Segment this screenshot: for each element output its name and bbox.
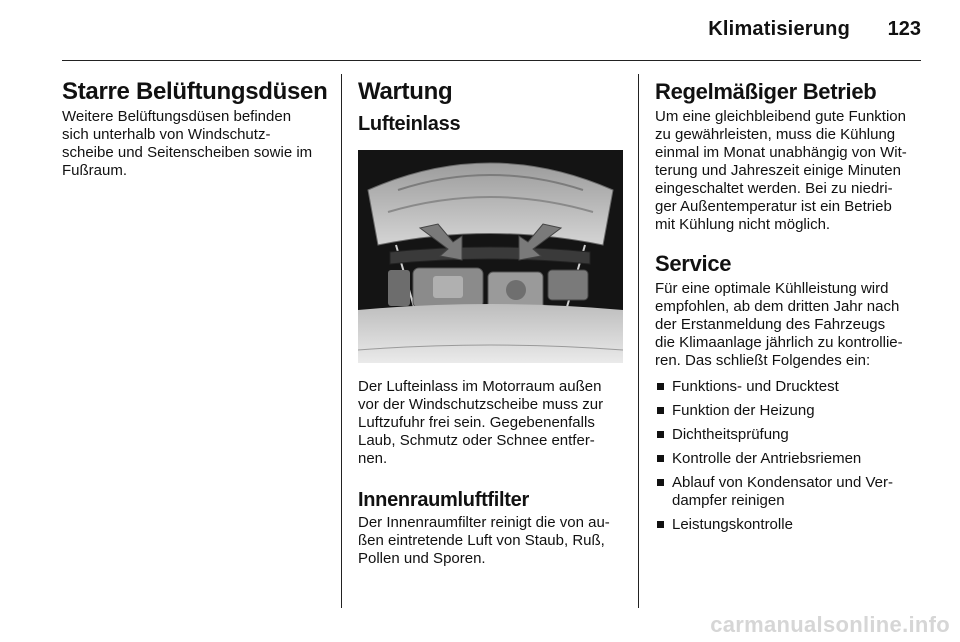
bullet-square-icon bbox=[657, 521, 664, 528]
list-item: Leistungskontrolle bbox=[655, 516, 923, 534]
page-number: 123 bbox=[887, 18, 921, 40]
list-item: Funktion der Heizung bbox=[655, 402, 923, 420]
column-divider-right bbox=[638, 74, 639, 608]
engine-bay-figure bbox=[358, 150, 623, 363]
bullet-square-icon bbox=[657, 431, 664, 438]
section-title: Klimatisierung bbox=[708, 18, 850, 40]
intake-paragraph: Der Lufteinlass im Motorraum außen vor der Windschutzscheibe muss zur Luftzufuhr frei sein. Gegebenenfalls Laub, Schmutz oder Schnee entfer- nen. bbox=[358, 378, 604, 467]
regular-operation-paragraph: Um eine gleichbleibend gute Funktion zu gewährleisten, muss die Kühlung einmal im Monat unabhängig von Wit- terung und Jahreszeit einige Minuten eingeschaltet werden. Bei zu niedri- ger Außentemperatur ist ein Betrieb mit Kühlung nicht möglich. bbox=[655, 108, 907, 233]
column-maintenance bbox=[358, 78, 623, 568]
list-item: Kontrolle der Antriebsriemen bbox=[655, 450, 923, 468]
watermark-text: carmanualsonline.info bbox=[710, 612, 950, 637]
bullet-square-icon bbox=[657, 383, 664, 390]
column-operation bbox=[655, 78, 923, 540]
header-rule bbox=[62, 60, 921, 61]
list-item: Dichtheitsprüfung bbox=[655, 426, 923, 444]
filter-paragraph: Der Innenraumfilter reinigt die von au- ßen eintretende Luft von Staub, Ruß, Pollen und Sporen. bbox=[358, 514, 610, 567]
heading-maintenance: Wartung bbox=[358, 78, 453, 105]
list-item: Ablauf von Kondensator und Ver- dampfer reinigen bbox=[655, 474, 923, 510]
service-checklist bbox=[655, 378, 923, 534]
heading-regular-operation: Regelmäßiger Betrieb bbox=[655, 79, 877, 104]
column-vents bbox=[62, 78, 330, 180]
bullet-square-icon bbox=[657, 407, 664, 414]
column-divider-left bbox=[341, 74, 342, 608]
list-item: Funktions- und Drucktest bbox=[655, 378, 923, 396]
bullet-square-icon bbox=[657, 479, 664, 486]
heading-cabin-filter: Innenraumluftfilter bbox=[358, 489, 529, 511]
heading-fixed-vents: Starre Belüftungsdüsen bbox=[62, 78, 328, 105]
vents-paragraph: Weitere Belüftungsdüsen befinden sich unterhalb von Windschutz- scheibe und Seitenscheiben sowie im Fußraum. bbox=[62, 108, 313, 179]
subheading-air-intake: Lufteinlass bbox=[358, 113, 461, 135]
service-paragraph: Für eine optimale Kühlleistung wird empfohlen, ab dem dritten Jahr nach der Erstanmeldung des Fahrzeugs die Klimaanlage jährlich zu kontrollie- ren. Das schließt Folgendes ein: bbox=[655, 280, 903, 369]
heading-service: Service bbox=[655, 251, 732, 276]
bullet-square-icon bbox=[657, 455, 664, 462]
